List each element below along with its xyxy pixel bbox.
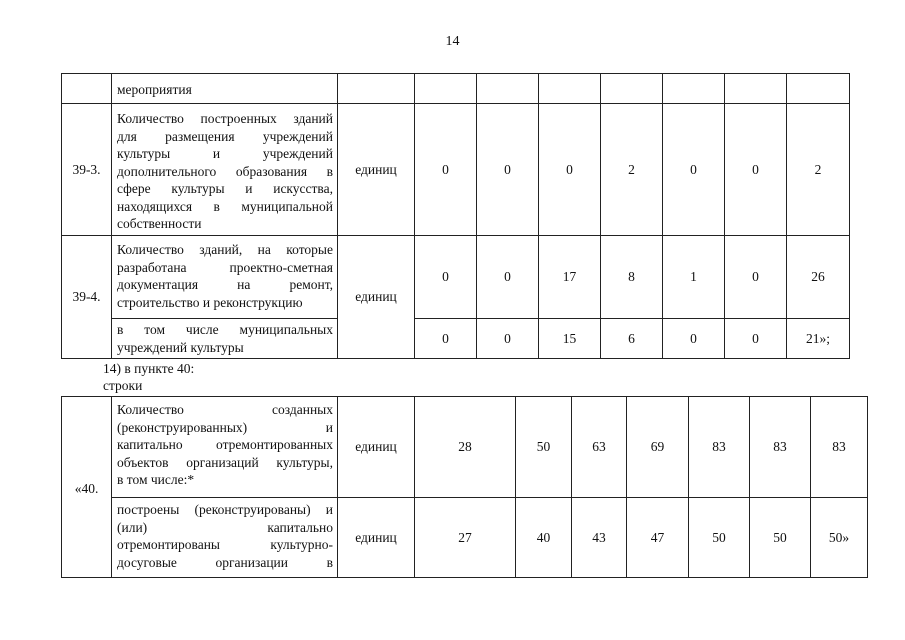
value-cell: 0 bbox=[415, 236, 477, 319]
description-line: Количество построенных зданий bbox=[117, 111, 333, 126]
value-cell: 21»; bbox=[787, 319, 850, 359]
value-cell: 0 bbox=[725, 236, 787, 319]
row-unit: единиц bbox=[338, 104, 415, 236]
row-index: «40. bbox=[62, 397, 112, 578]
row-unit bbox=[338, 74, 415, 104]
value-cell bbox=[725, 74, 787, 104]
value-cell: 8 bbox=[601, 236, 663, 319]
row-description bbox=[112, 397, 338, 498]
value-cell: 26 bbox=[787, 236, 850, 319]
value-cell: 69 bbox=[627, 397, 689, 498]
description-line: учреждений культуры bbox=[117, 339, 244, 355]
value-cell bbox=[477, 74, 539, 104]
value-cell: 0 bbox=[415, 104, 477, 236]
table-row bbox=[62, 104, 850, 236]
row-description bbox=[112, 319, 338, 359]
value-cell: 1 bbox=[663, 236, 725, 319]
value-cell bbox=[601, 74, 663, 104]
row-unit: единиц bbox=[338, 498, 415, 578]
description-line: в том числе муниципальных bbox=[117, 322, 333, 337]
value-cell: 0 bbox=[725, 319, 787, 359]
value-cell: 47 bbox=[627, 498, 689, 578]
description-line: культуры и учреждений bbox=[117, 146, 333, 161]
value-cell: 28 bbox=[415, 397, 516, 498]
row-description bbox=[112, 236, 338, 319]
value-cell: 0 bbox=[663, 319, 725, 359]
value-cell: 63 bbox=[572, 397, 627, 498]
description-line: (реконструированных) и bbox=[117, 419, 333, 435]
indicator-table-bottom bbox=[61, 396, 868, 578]
row-description bbox=[112, 74, 338, 104]
value-cell: 0 bbox=[477, 236, 539, 319]
value-cell: 6 bbox=[601, 319, 663, 359]
value-cell: 83 bbox=[811, 397, 868, 498]
table-row bbox=[62, 319, 850, 359]
value-cell: 43 bbox=[572, 498, 627, 578]
description-line: в том числе:* bbox=[117, 472, 195, 487]
description-line: Количество созданных bbox=[117, 402, 333, 417]
description-line: собственности bbox=[117, 216, 202, 231]
description-line: построены (реконструированы) и bbox=[117, 502, 333, 517]
value-cell: 50 bbox=[516, 397, 572, 498]
value-cell: 17 bbox=[539, 236, 601, 319]
value-cell: 40 bbox=[516, 498, 572, 578]
row-description bbox=[112, 498, 338, 578]
description-line: строительство и реконструкцию bbox=[117, 294, 303, 310]
row-index: 39-4. bbox=[62, 236, 112, 359]
value-cell: 0 bbox=[725, 104, 787, 236]
value-cell: 27 bbox=[415, 498, 516, 578]
description-line: (или) капитально bbox=[117, 519, 333, 535]
table-row bbox=[62, 236, 850, 319]
value-cell: 83 bbox=[750, 397, 811, 498]
value-cell: 0 bbox=[663, 104, 725, 236]
row-unit: единиц bbox=[338, 397, 415, 498]
description-line: досуговые организации в bbox=[117, 554, 333, 570]
table-row bbox=[62, 498, 868, 578]
description-line: Количество зданий, на которые bbox=[117, 242, 333, 257]
description-line: дополнительного образования в bbox=[117, 163, 333, 179]
description-line: для размещения учреждений bbox=[117, 128, 333, 144]
value-cell bbox=[663, 74, 725, 104]
description-line: объектов организаций культуры, bbox=[117, 454, 333, 470]
value-cell: 15 bbox=[539, 319, 601, 359]
description-line: находящихся в муниципальной bbox=[117, 198, 333, 214]
description-line: разработана проектно-сметная bbox=[117, 259, 333, 275]
description-line: документация на ремонт, bbox=[117, 277, 333, 292]
amendment-point: 14) в пункте 40: bbox=[103, 361, 195, 376]
value-cell bbox=[539, 74, 601, 104]
description-line: сфере культуры и искусства, bbox=[117, 181, 333, 196]
table-row bbox=[62, 397, 868, 498]
value-cell: 0 bbox=[477, 319, 539, 359]
indicator-table-top bbox=[61, 73, 850, 359]
value-cell: 0 bbox=[415, 319, 477, 359]
value-cell: 2 bbox=[601, 104, 663, 236]
value-cell: 2 bbox=[787, 104, 850, 236]
row-unit: единиц bbox=[338, 236, 415, 359]
row-index: 39-3. bbox=[62, 104, 112, 236]
row-index bbox=[62, 74, 112, 104]
value-cell: 0 bbox=[539, 104, 601, 236]
description-line: отремонтированы культурно- bbox=[117, 537, 333, 552]
value-cell bbox=[415, 74, 477, 104]
value-cell: 50 bbox=[750, 498, 811, 578]
table-row bbox=[62, 74, 850, 104]
value-cell: 50 bbox=[689, 498, 750, 578]
description-line: мероприятия bbox=[117, 82, 192, 98]
value-cell: 83 bbox=[689, 397, 750, 498]
description-line: капитально отремонтированных bbox=[117, 437, 333, 452]
value-cell: 50» bbox=[811, 498, 868, 578]
page-number: 14 bbox=[445, 34, 460, 49]
value-cell bbox=[787, 74, 850, 104]
value-cell: 0 bbox=[477, 104, 539, 236]
rows-label: строки bbox=[103, 378, 143, 393]
row-description bbox=[112, 104, 338, 236]
